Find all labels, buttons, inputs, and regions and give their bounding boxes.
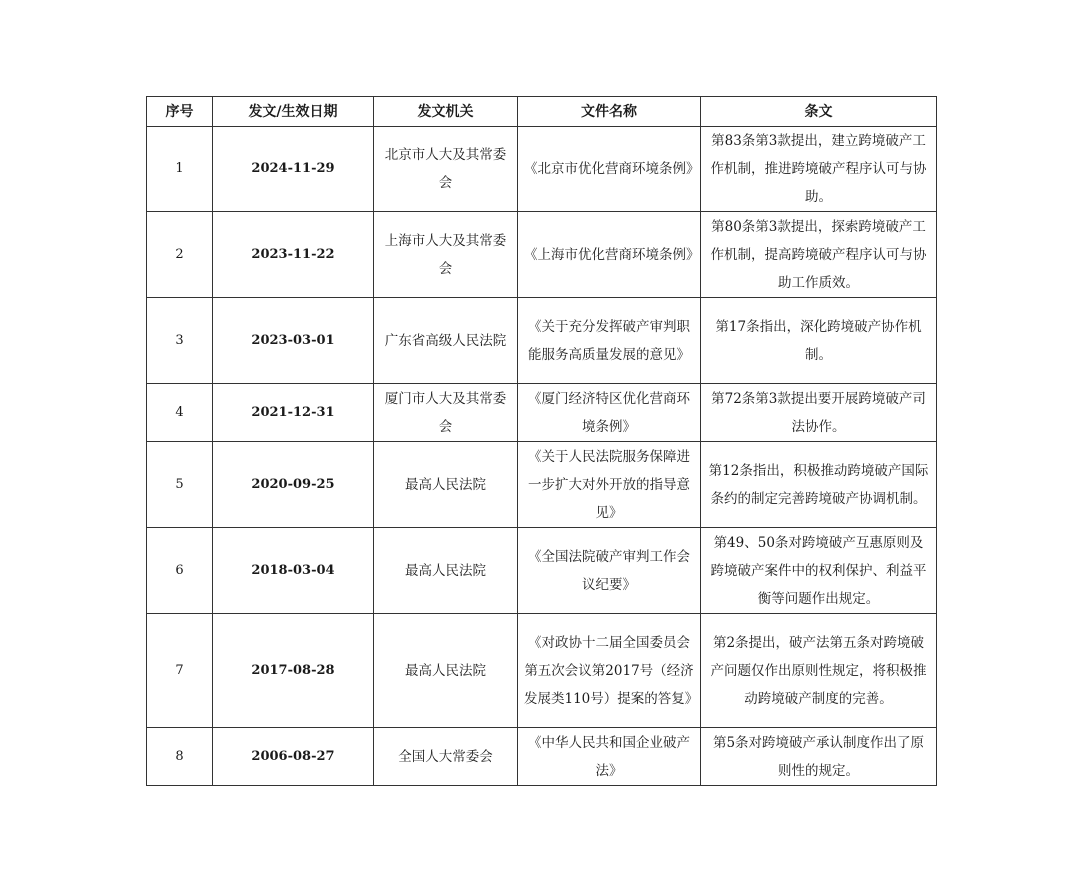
cell-issuer: 最高人民法院: [374, 614, 518, 728]
table-row: [147, 614, 937, 728]
cell-clause: 第12条指出，积极推动跨境破产国际条约的制定完善跨境破产协调机制。: [701, 442, 937, 528]
cell-issuer: 北京市人大及其常委会: [374, 127, 518, 212]
cell-serial: 5: [147, 442, 213, 528]
cell-date: 2018-03-04: [213, 528, 374, 614]
table-row: [147, 127, 937, 212]
table-row: [147, 442, 937, 528]
cell-issuer: 厦门市人大及其常委会: [374, 384, 518, 442]
cell-serial: 4: [147, 384, 213, 442]
cell-serial: 1: [147, 127, 213, 212]
cell-document: 《关于人民法院服务保障进一步扩大对外开放的指导意见》: [518, 442, 701, 528]
cell-clause: 第5条对跨境破产承认制度作出了原则性的规定。: [701, 728, 937, 786]
cell-date: 2017-08-28: [213, 614, 374, 728]
cell-date: 2023-11-22: [213, 212, 374, 298]
table-header: [147, 97, 937, 127]
table-row: [147, 728, 937, 786]
cell-date: 2024-11-29: [213, 127, 374, 212]
table-row: [147, 212, 937, 298]
cell-document: 《中华人民共和国企业破产法》: [518, 728, 701, 786]
table-row: [147, 298, 937, 384]
cell-clause: 第49、50条对跨境破产互惠原则及跨境破产案件中的权利保护、利益平衡等问题作出规定。: [701, 528, 937, 614]
header-document: 文件名称: [518, 97, 701, 127]
policy-table: [146, 96, 937, 786]
table-body: [147, 127, 937, 786]
table-row: [147, 384, 937, 442]
cell-serial: 7: [147, 614, 213, 728]
cell-document: 《上海市优化营商环境条例》: [518, 212, 701, 298]
cell-clause: 第17条指出，深化跨境破产协作机制。: [701, 298, 937, 384]
cell-clause: 第83条第3款提出，建立跨境破产工作机制，推进跨境破产程序认可与协助。: [701, 127, 937, 212]
cell-document: 《北京市优化营商环境条例》: [518, 127, 701, 212]
cell-clause: 第2条提出，破产法第五条对跨境破产问题仅作出原则性规定，将积极推动跨境破产制度的完善。: [701, 614, 937, 728]
cell-document: 《全国法院破产审判工作会议纪要》: [518, 528, 701, 614]
cell-document: 《厦门经济特区优化营商环境条例》: [518, 384, 701, 442]
header-row: [147, 97, 937, 127]
table-row: [147, 528, 937, 614]
cell-date: 2006-08-27: [213, 728, 374, 786]
cell-date: 2023-03-01: [213, 298, 374, 384]
cell-issuer: 最高人民法院: [374, 528, 518, 614]
cell-serial: 3: [147, 298, 213, 384]
cell-serial: 6: [147, 528, 213, 614]
cell-clause: 第72条第3款提出要开展跨境破产司法协作。: [701, 384, 937, 442]
cell-issuer: 全国人大常委会: [374, 728, 518, 786]
header-serial: 序号: [147, 97, 213, 127]
cell-document: 《对政协十二届全国委员会第五次会议第2017号（经济发展类110号）提案的答复》: [518, 614, 701, 728]
cell-issuer: 广东省高级人民法院: [374, 298, 518, 384]
cell-issuer: 上海市人大及其常委会: [374, 212, 518, 298]
header-clause: 条文: [701, 97, 937, 127]
cell-serial: 8: [147, 728, 213, 786]
cell-document: 《关于充分发挥破产审判职能服务高质量发展的意见》: [518, 298, 701, 384]
header-issuer: 发文机关: [374, 97, 518, 127]
cell-clause: 第80条第3款提出，探索跨境破产工作机制，提高跨境破产程序认可与协助工作质效。: [701, 212, 937, 298]
cell-date: 2020-09-25: [213, 442, 374, 528]
cell-issuer: 最高人民法院: [374, 442, 518, 528]
header-date: 发文/生效日期: [213, 97, 374, 127]
cell-date: 2021-12-31: [213, 384, 374, 442]
cell-serial: 2: [147, 212, 213, 298]
